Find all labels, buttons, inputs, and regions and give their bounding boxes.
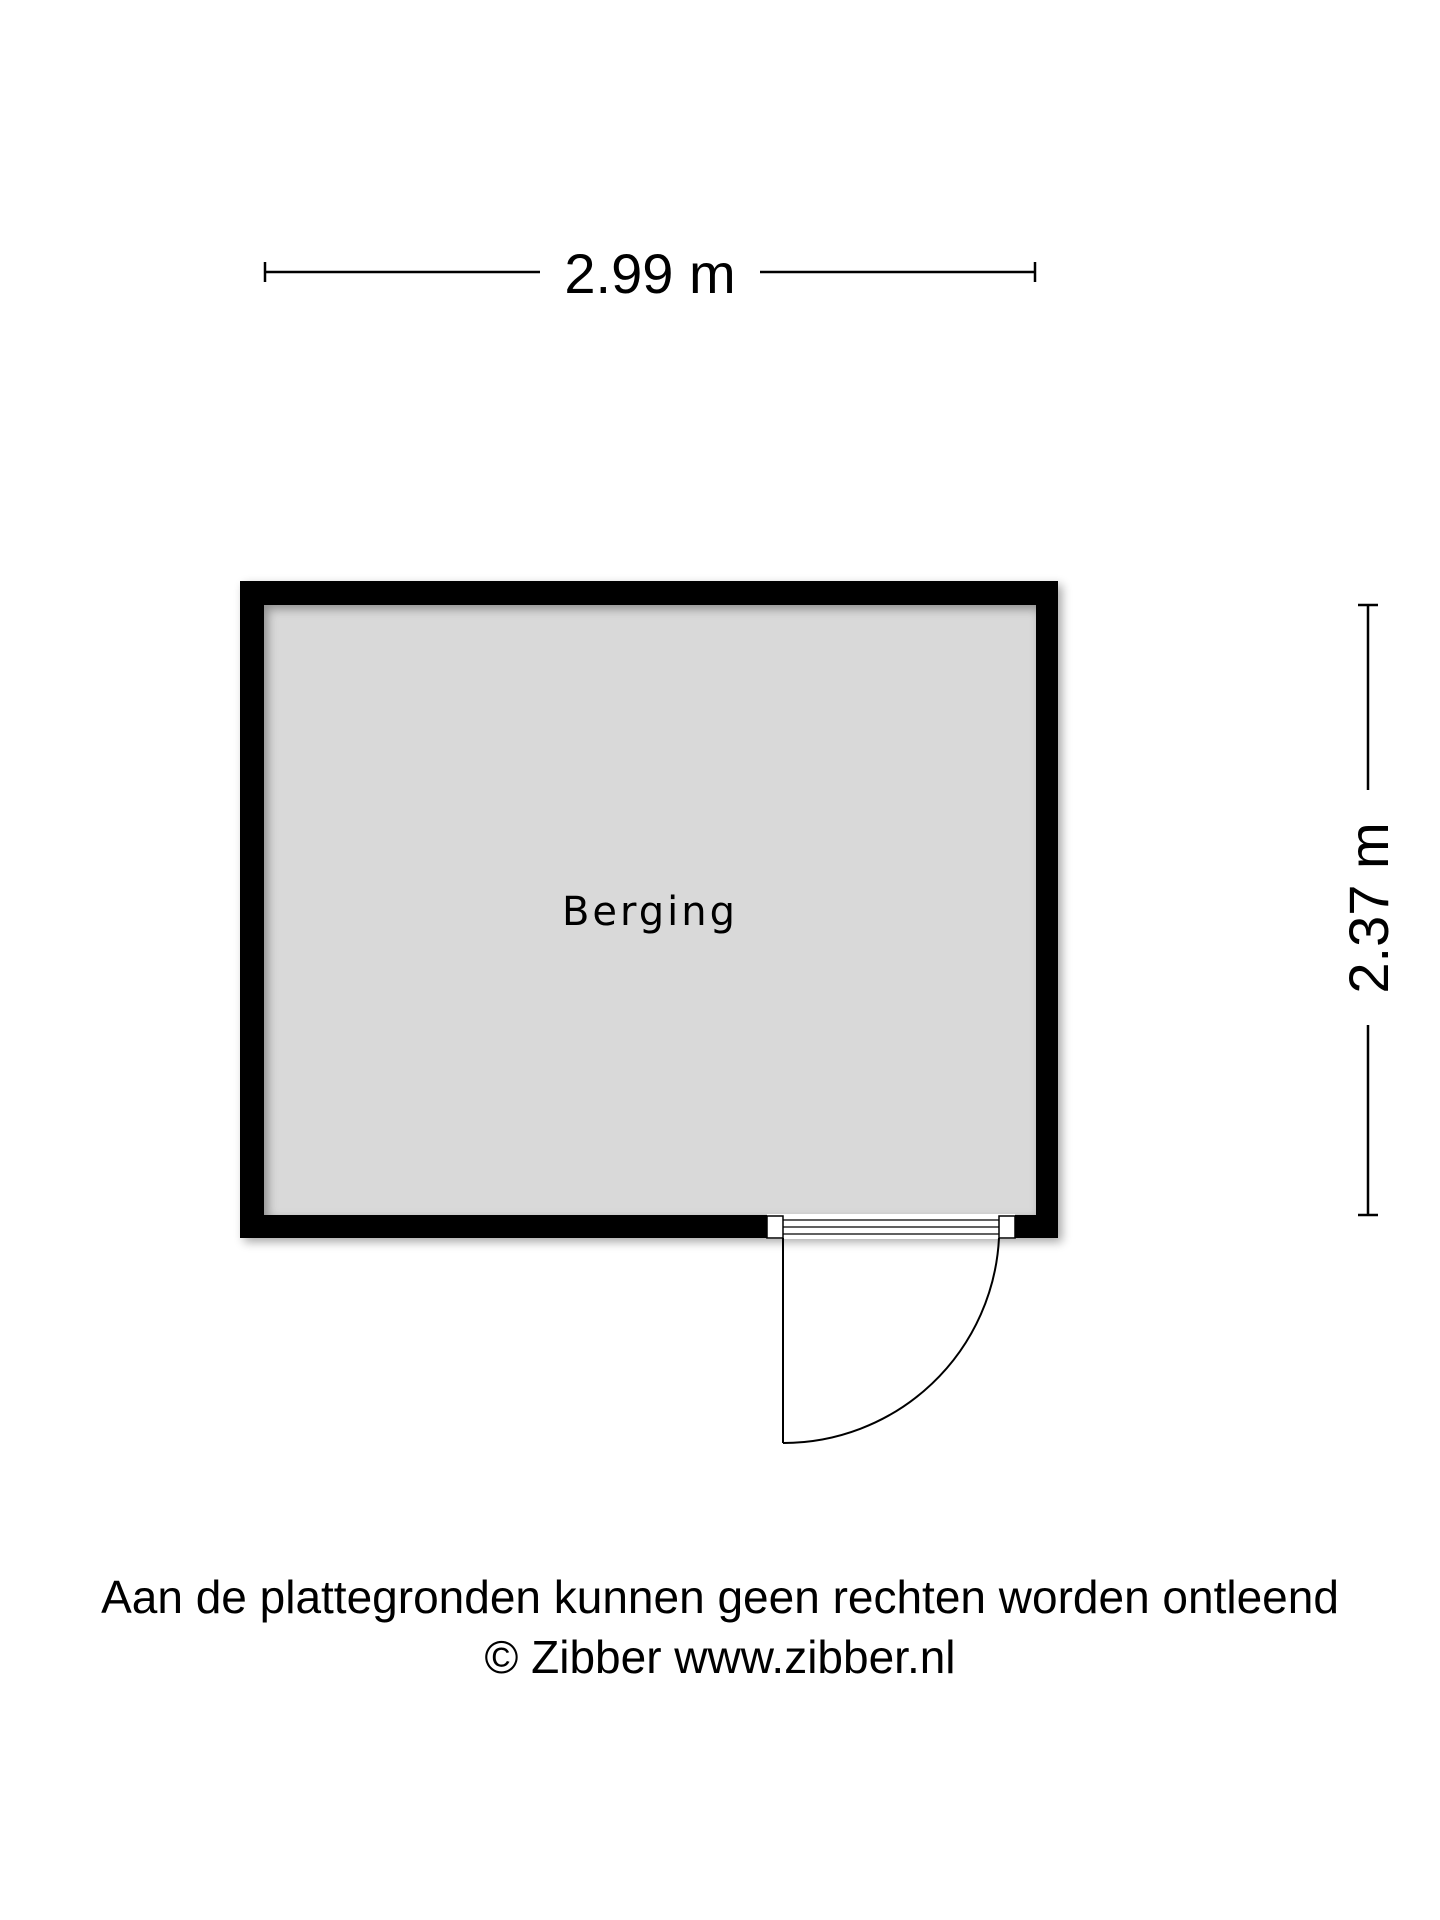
room-label: Berging [561,889,739,935]
height-dimension-label: 2.37 m [1337,822,1400,994]
width-dimension-label: 2.99 m [564,242,736,305]
room-berging [240,581,1058,1443]
door-frame-left [767,1216,783,1238]
copyright-text: © Zibber www.zibber.nl [484,1631,956,1683]
disclaimer-text: Aan de plattegronden kunnen geen rechten worden ontleend [101,1571,1339,1623]
door-frame-right [999,1216,1015,1238]
height-dimension [1337,605,1400,1215]
width-dimension [265,242,1035,305]
door-swing [783,1238,999,1443]
